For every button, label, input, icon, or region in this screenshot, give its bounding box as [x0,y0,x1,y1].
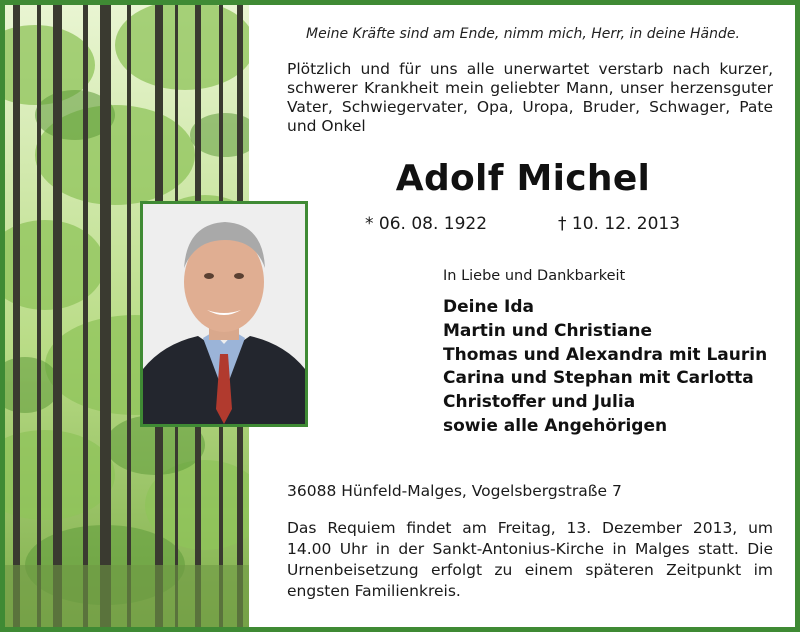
quote-line: Meine Kräfte sind am Ende, nimm mich, Herr, in deine Hände. [306,26,740,42]
family-member: sowie alle Angehörigen [443,415,668,436]
portrait-photo [140,201,308,427]
family-member: Christoffer und Julia [443,392,636,413]
family-member: Deine Ida [443,297,534,317]
family-member: Martin und Christiane [443,320,653,341]
address-line: 36088 Hünfeld-Malges, Vogelsbergstraße 7 [287,482,622,500]
family-list [443,296,767,439]
family-member: Carina und Stephan mit Carlotta [443,368,754,389]
intro-paragraph: Plötzlich und für uns alle unerwartet verstarb nach kurzer, schwerer Krankheit mein geliebter Mann, unser herzensguter Vater, Schwiegervater, Opa, Uropa, Bruder, Schwager, Pate und Onkel [287,60,773,135]
birth-date: * 06. 08. 1922 [365,214,488,234]
service-paragraph: Das Requiem findet am Freitag, 13. Dezember 2013, um 14.00 Uhr in der Sankt-Antonius-Kirche in Malges statt. Die Urnenbeisetzung erfolgt zu einem späteren Zeitpunkt im engsten Familienkreis. [287,519,773,600]
dedication-line: In Liebe und Dankbarkeit [443,268,626,284]
deceased-name: Adolf Michel [395,158,651,199]
family-member: Thomas und Alexandra mit Laurin [443,344,768,365]
death-date: † 10. 12. 2013 [558,214,681,234]
